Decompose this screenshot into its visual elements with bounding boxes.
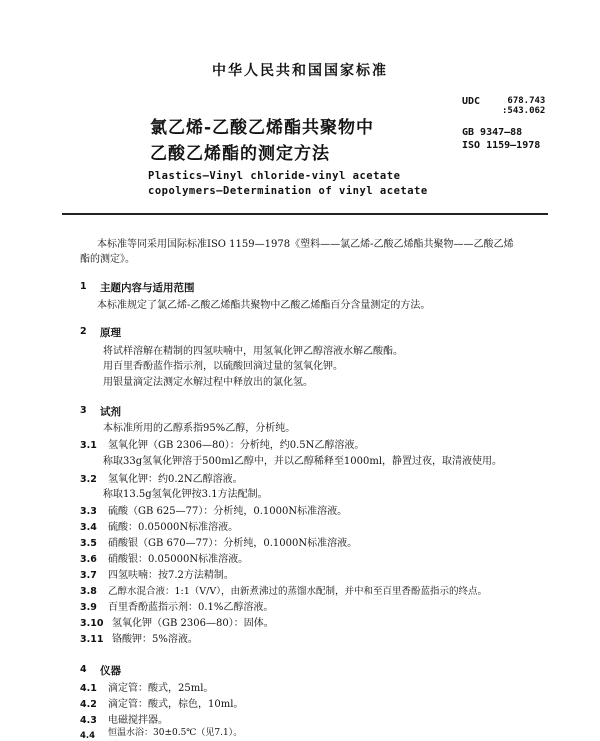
section-1-title: 主题内容与适用范围 bbox=[100, 282, 195, 294]
udc-value-line2: :543.062 bbox=[502, 106, 546, 116]
section-1-text: 本标准规定了氯乙烯-乙酸乙烯酯共聚物中乙酸乙烯酯百分含量测定的方法。 bbox=[97, 300, 431, 311]
section-1-number: 1 bbox=[80, 281, 87, 292]
item-4-3-text: 电磁搅拌器。 bbox=[108, 715, 168, 726]
item-3-1-note: 称取33g氢氧化钾溶于500ml乙醇中，并以乙醇稀释至1000ml，静置过夜，取清液使用。 bbox=[103, 456, 503, 467]
item-3-11-text: 铬酸钾：5%溶液。 bbox=[112, 634, 198, 645]
item-3-11-number: 3.11 bbox=[80, 634, 104, 645]
item-3-6-text: 硝酸银：0.05000N标准溶液。 bbox=[108, 554, 249, 565]
item-3-8-text: 乙醇水混合液：1:1（V/V），由新煮沸过的蒸馏水配制，并中和至百里香酚蓝指示的终点。 bbox=[108, 586, 487, 597]
section-2-title: 原理 bbox=[100, 327, 121, 339]
item-3-7-number: 3.7 bbox=[80, 570, 97, 581]
header-divider bbox=[62, 213, 548, 215]
item-4-2-text: 滴定管：酸式，棕色，10ml。 bbox=[108, 699, 244, 710]
item-4-1-text: 滴定管：酸式，25ml。 bbox=[108, 683, 214, 694]
section-3-intro: 本标准所用的乙醇系指95%乙醇，分析纯。 bbox=[103, 423, 296, 434]
national-standard-heading: 中华人民共和国国家标准 bbox=[212, 63, 388, 79]
item-3-3-text: 硫酸（GB 625—77）：分析纯，0.1000N标准溶液。 bbox=[108, 506, 348, 517]
item-3-4-number: 3.4 bbox=[80, 522, 97, 533]
section-3-title: 试剂 bbox=[100, 406, 121, 418]
intro-line2: 酯的测定》。 bbox=[80, 254, 135, 265]
item-4-2-number: 4.2 bbox=[80, 699, 97, 710]
section-2-line3: 用银量滴定法测定水解过程中释放出的氯化氢。 bbox=[103, 377, 313, 388]
item-4-4-number: 4.4 bbox=[80, 731, 96, 741]
section-3-number: 3 bbox=[80, 405, 87, 416]
section-2-line2: 用百里香酚蓝作指示剂，以硫酸回滴过量的氢氧化钾。 bbox=[103, 361, 343, 372]
item-3-9-number: 3.9 bbox=[80, 602, 97, 613]
title-en-line1: Plastics—Vinyl chloride-vinyl acetate bbox=[148, 170, 401, 182]
item-3-5-number: 3.5 bbox=[80, 538, 97, 549]
item-3-2-note: 称取13.5g氢氧化钾按3.1方法配制。 bbox=[103, 489, 268, 500]
item-3-1-number: 3.1 bbox=[80, 440, 97, 451]
item-3-10-text: 氢氧化钾（GB 2306—80）：固体。 bbox=[112, 618, 274, 629]
item-3-2-text: 氢氧化钾：约0.2N乙醇溶液。 bbox=[108, 474, 243, 485]
title-en-line2: copolymers—Determination of vinyl acetate bbox=[148, 185, 428, 197]
title-cn-line2: 乙酸乙烯酯的测定方法 bbox=[150, 144, 330, 164]
item-3-7-text: 四氢呋喃：按7.2方法精制。 bbox=[108, 570, 234, 581]
udc-value-line1: 678.743 bbox=[507, 96, 546, 106]
gb-code: GB 9347—88 bbox=[462, 127, 523, 138]
udc-label: UDC bbox=[462, 96, 481, 107]
section-2-line1: 将试样溶解在精制的四氢呋喃中，用氢氧化钾乙醇溶液水解乙酸酯。 bbox=[103, 346, 403, 357]
item-3-10-number: 3.10 bbox=[80, 618, 104, 629]
item-3-5-text: 硝酸银（GB 670—77）：分析纯，0.1000N标准溶液。 bbox=[108, 538, 358, 549]
iso-code: ISO 1159—1978 bbox=[462, 140, 541, 151]
item-4-3-number: 4.3 bbox=[80, 715, 97, 726]
item-3-1-text: 氢氧化钾（GB 2306—80）：分析纯，约0.5N乙醇溶液。 bbox=[108, 440, 365, 451]
item-3-6-number: 3.6 bbox=[80, 554, 97, 565]
section-4-number: 4 bbox=[80, 664, 87, 675]
intro-line1: 本标准等同采用国际标准ISO 1159—1978《塑料——氯乙烯-乙酸乙烯酯共聚物——乙酸乙烯 bbox=[97, 239, 514, 250]
section-2-number: 2 bbox=[80, 326, 87, 337]
item-4-4-text: 恒温水浴：30±0.5℃（见7.1）。 bbox=[108, 728, 243, 738]
item-4-1-number: 4.1 bbox=[80, 683, 97, 694]
item-3-8-number: 3.8 bbox=[80, 586, 97, 597]
item-3-3-number: 3.3 bbox=[80, 506, 97, 517]
item-3-2-number: 3.2 bbox=[80, 474, 97, 485]
title-cn-line1: 氯乙烯-乙酸乙烯酯共聚物中 bbox=[150, 118, 375, 138]
udc-value bbox=[502, 96, 545, 116]
item-3-4-text: 硫酸：0.05000N标准溶液。 bbox=[108, 522, 239, 533]
item-3-9-text: 百里香酚蓝指示剂：0.1%乙醇溶液。 bbox=[108, 602, 274, 613]
section-4-title: 仪器 bbox=[100, 665, 121, 677]
